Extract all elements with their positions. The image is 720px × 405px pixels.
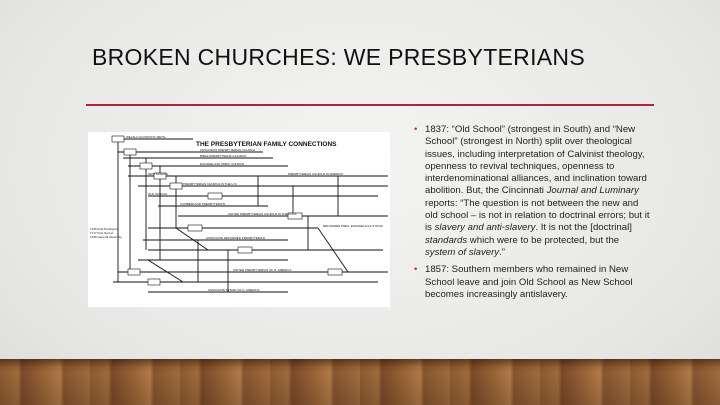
label-pcus-upper: PRESBYTERIAN CHURCH IN THE U.S.: [183, 182, 238, 186]
bullet-dot: •: [414, 124, 418, 135]
label-old-school: OLD SCHOOL: [148, 192, 168, 196]
bullet-segment: which were to be protected, but the: [467, 234, 620, 246]
label-orthodox: ORTHODOX PRESBYTERIAN CHURCH: [200, 148, 256, 152]
bullet-segment: 1837: “Old School” (strongest in South) and “New School” (strongest in North) split over theological issues, including interpretation of Calvinist theology, openness to revival techniques, openness to interdenominational alliances, and inclination toward abolition. But, the Cincinnati: [425, 124, 647, 197]
label-united-pcusa: UNITED PRESBYTERIAN CHURCH IN THE U.S.A.: [228, 212, 298, 216]
bullet-segment: . It is not the [doctrinal]: [535, 222, 632, 234]
title-divider: [86, 104, 654, 106]
label-evangelical: EVANGELICAL PRES. CHURCH: [200, 162, 245, 166]
bullet-dot: •: [414, 264, 418, 276]
label-cumberland: CUMBERLAND PRESBYTERIAN: [180, 202, 226, 206]
legend-item-2: 1789 General Assembly: [90, 235, 122, 239]
bullet-item-1837: [414, 124, 652, 259]
chart-svg: [88, 132, 390, 307]
legend-item-1: 1717 First Synod: [90, 231, 113, 235]
bullet-segment: 1857: Southern members who remained in New School leave and join Old School as New School becomes increasingly antislavery.: [425, 264, 633, 300]
bullet-item-1857: [414, 264, 652, 301]
presbyterian-family-chart: [88, 132, 390, 307]
label-reformed-synod: REFORMED PRES. EVANGELICAL SYNOD: [323, 224, 383, 228]
chart-title: THE PRESBYTERIAN FAMILY CONNECTIONS: [196, 141, 337, 148]
bullet-text: [425, 124, 650, 258]
italic-text: standards: [425, 234, 468, 246]
bullet-text: [425, 264, 632, 300]
label-assoc-synod: ASSOCIATE SYNOD OF N. AMERICA: [208, 288, 260, 292]
label-assoc-reformed: ASSOCIATE REFORMED PRESBYTERIAN: [206, 236, 265, 240]
italic-text: Journal and Luminary: [546, 185, 639, 197]
italic-text: system of slavery: [425, 246, 500, 258]
bullet-segment: reports: “The question is not between the new and old school – is not in relation to doctrinal errors; but it is: [425, 197, 650, 234]
label-new-school: NEW SCHOOL: [148, 172, 169, 176]
label-welsh: WELSH CALVINISTIC METH.: [126, 135, 166, 139]
slide-title: BROKEN CHURCHES: WE PRESBYTERIANS: [92, 44, 585, 70]
label-bible: BIBLE PRESBYTERIAN CHURCH: [200, 154, 247, 158]
bullet-list: [414, 124, 652, 306]
italic-text: slavery and anti-slavery: [434, 222, 536, 234]
legend-item-0: 1706 First Presbytery: [90, 227, 119, 231]
label-up-na: UNITED PRESBYTERIAN OF N. AMERICA: [233, 268, 292, 272]
bullet-segment: .”: [499, 246, 505, 258]
wood-floor: [0, 359, 720, 405]
label-pca: PRESBYTERIAN CHURCH IN AMERICA: [288, 172, 344, 176]
